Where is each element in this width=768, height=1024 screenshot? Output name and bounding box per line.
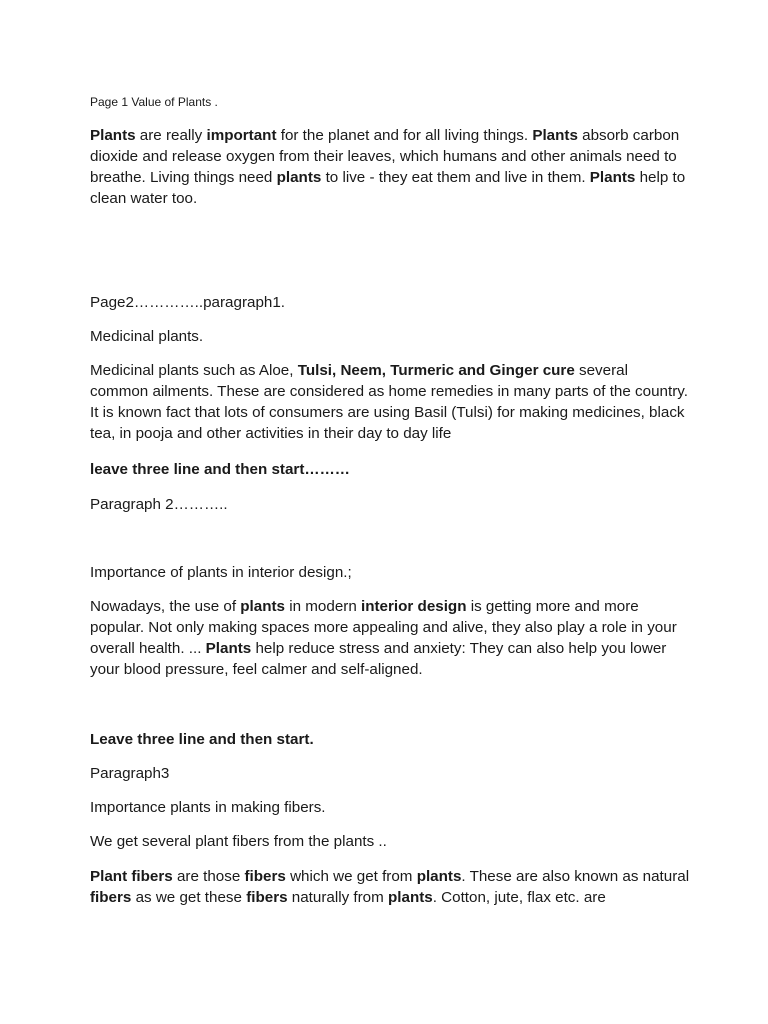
- text-run: are those: [172, 868, 245, 885]
- text-run: as we get these: [131, 889, 247, 906]
- fibers-paragraph: [90, 866, 690, 908]
- text-run: . Cotton, jute, flax etc. are: [432, 889, 606, 906]
- intro-paragraph: [90, 125, 690, 209]
- bold-text-run: plants: [276, 169, 322, 186]
- text-run: help reduce stress and anxiety: They can also help you lower your blood pressure, feel calmer and self-aligned.: [90, 640, 667, 678]
- note-leave-three-lines-2: Leave three line and then start.: [90, 731, 314, 748]
- fibers-intro: We get several plant fibers from the plants ..: [90, 833, 387, 850]
- text-run: in modern: [285, 598, 361, 615]
- bold-text-run: plants: [416, 868, 462, 885]
- bold-text-run: Tulsi, Neem, Turmeric and Ginger cure: [297, 362, 575, 379]
- bold-text-run: important: [206, 127, 277, 144]
- paragraph3-heading: Paragraph3: [90, 765, 170, 782]
- bold-text-run: plants: [388, 889, 433, 906]
- fibers-heading: Importance plants in making fibers.: [90, 799, 326, 816]
- medicinal-paragraph: [90, 360, 690, 444]
- interior-paragraph: [90, 596, 690, 680]
- text-run: to live - they eat them and live in them.: [321, 169, 590, 186]
- bold-text-run: Plants: [205, 640, 252, 657]
- bold-text-run: Plants: [589, 169, 636, 186]
- medicinal-heading: Medicinal plants.: [90, 328, 204, 345]
- text-run: help to clean water too.: [90, 169, 686, 207]
- bold-text-run: interior design: [361, 598, 467, 615]
- bold-text-run: plants: [240, 598, 286, 615]
- interior-heading: Importance of plants in interior design.;: [90, 564, 352, 581]
- bold-text-run: Plant fibers: [90, 868, 173, 885]
- text-run: which we get from: [285, 868, 417, 885]
- bold-text-run: Plants: [90, 127, 136, 144]
- bold-text-run: fibers: [244, 868, 286, 885]
- bold-text-run: Plants: [532, 127, 578, 144]
- text-run: naturally from: [287, 889, 388, 906]
- text-run: several common ailments. These are considered as home remedies in many parts of the country. It is known fact that lots of consumers are using Basil (Tulsi) for making medicines, black tea, in pooja and other activities in their day to day life: [90, 362, 688, 442]
- note-leave-three-lines-1: leave three line and then start………: [90, 461, 350, 478]
- page-header-line: Page 1 Value of Plants .: [90, 95, 218, 109]
- text-run: are really: [135, 127, 207, 144]
- page2-heading: Page2…………..paragraph1.: [90, 294, 286, 311]
- text-run: absorb carbon dioxide and release oxygen from their leaves, which humans and other animals need to breathe. Living things need: [90, 127, 680, 186]
- bold-text-run: fibers: [246, 889, 288, 906]
- bold-text-run: fibers: [90, 889, 132, 906]
- text-run: for the planet and for all living things.: [276, 127, 533, 144]
- paragraph2-heading: Paragraph 2………..: [90, 496, 228, 513]
- text-run: is getting more and more popular. Not only making spaces more appealing and alive, they also play a role in your overall health. ...: [90, 598, 677, 657]
- text-run: Nowadays, the use of: [90, 598, 241, 615]
- text-run: . These are also known as natural: [461, 868, 690, 885]
- text-run: Medicinal plants such as Aloe,: [90, 362, 298, 379]
